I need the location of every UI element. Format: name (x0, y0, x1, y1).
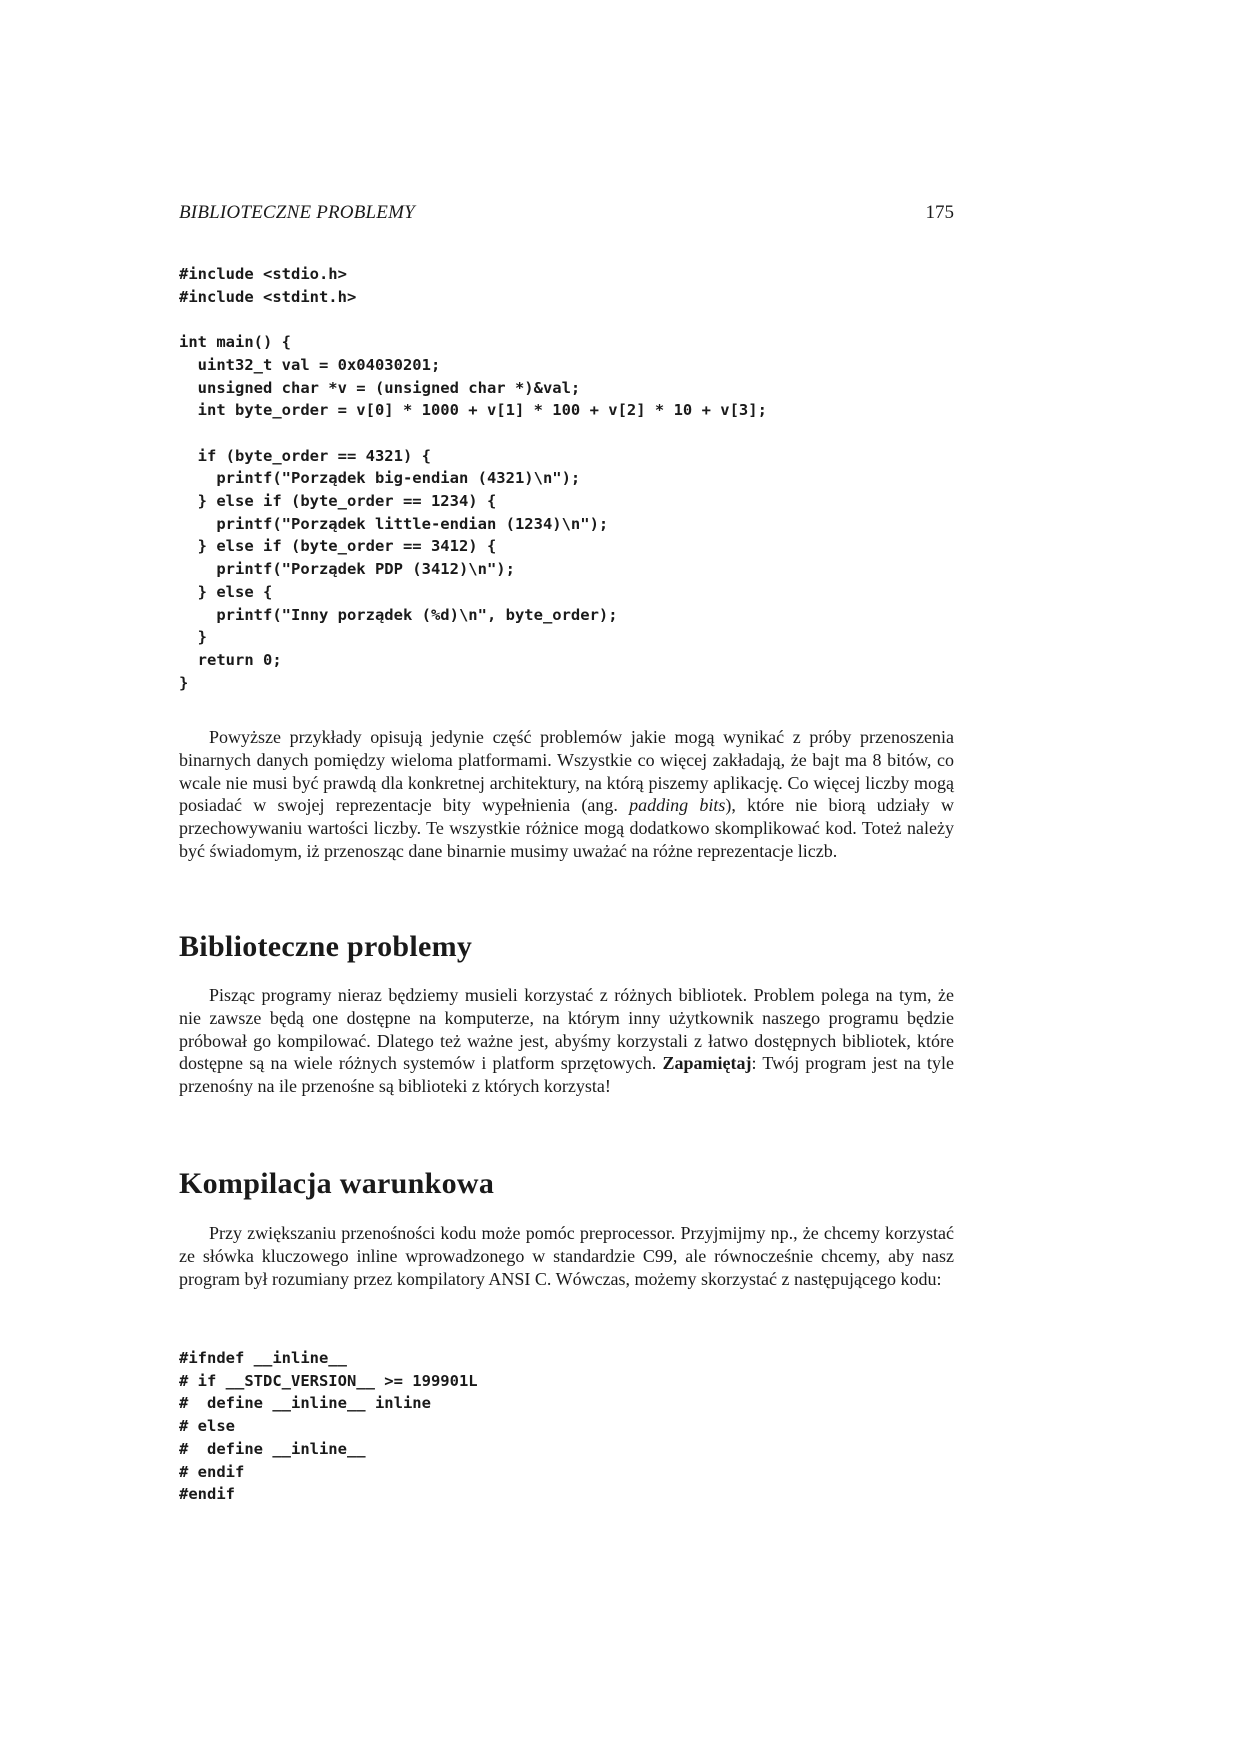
page-number: 175 (925, 202, 954, 223)
section-heading-conditional-compilation: Kompilacja warunkowa (179, 1167, 495, 1200)
paragraph-portability-summary (179, 726, 954, 863)
term-padding-bits: padding bits (629, 795, 726, 816)
document-page (179, 0, 954, 1754)
paragraph-library-problems (179, 984, 954, 1098)
section-heading-library-problems: Biblioteczne problemy (179, 930, 473, 963)
emphasis-remember: Zapamiętaj (662, 1053, 752, 1074)
paragraph-text: ), które nie biorą udziały w przechowywaniu wartości liczby. Te wszystkie różnice mogą dodatkowo skomplikować kod. Toteż należy być świadomym, iż przenosząc dane binarnie musimy uważać na różne reprezentacje liczb. (179, 795, 955, 861)
paragraph-text: : Twój program jest na tyle przenośny na ile przenośne są biblioteki z których korzysta! (179, 1053, 954, 1097)
running-header (179, 202, 954, 230)
paragraph-text: Powyższe przykłady opisują jedynie część problemów jakie mogą wynikać z próby przenoszenia binarnych danych pomiędzy wieloma platformami. Wszystkie co więcej zakładają, że bajt ma 8 bitów, co wcale nie musi być prawdą dla konkretnej architektury, na którą piszemy aplikację. Co więcej liczby mogą posiadać w swojej reprezentacje bity wypełnienia (ang. (179, 727, 954, 816)
code-block-inline-macro: #ifndef __inline__ # if __STDC_VERSION__ >= 199901L # define __inline__ inline # else # define __inline__ # endif #endif (179, 1349, 478, 1504)
paragraph-text: Pisząc programy nieraz będziemy musieli korzystać z różnych bibliotek. Problem polega na tym, że nie zawsze będą one dostępne na komputerze, na którym inny użytkownik naszego programu będzie próbował go kompilować. Dlatego też ważne jest, abyśmy korzystali z łatwo dostępnych bibliotek, które dostępne są na wiele różnych systemów i platform sprzętowych. (179, 985, 954, 1074)
running-title: BIBLIOTECZNE PROBLEMY (179, 202, 415, 223)
code-block-byte-order: #include <stdio.h> #include <stdint.h> int main() { uint32_t val = 0x04030201; unsigned char *v = (unsigned char *)&val; int byte_order = v[0] * 1000 + v[1] * 100 + v[2] * 10 + v[3]; if (byte_order == 4321) { printf("Porządek big-endian (4321)\n"); } else if (byte_order == 1234) { printf("Porządek little-endian (1234)\n"); } else if (byte_order == 3412) { printf("Porządek PDP (3412)\n"); } else { printf("Inny porządek (%d)\n", byte_order); } return 0; } (179, 265, 767, 692)
paragraph-conditional-compilation: Przy zwiększaniu przenośności kodu może pomóc preprocessor. Przyjmijmy np., że chcemy korzystać ze słówka kluczowego inline wprowadzonego w standardzie C99, ale równocześnie chcemy, aby nasz program był rozumiany przez kompilatory ANSI C. Wówczas, możemy skorzystać z następującego kodu: (179, 1223, 954, 1289)
